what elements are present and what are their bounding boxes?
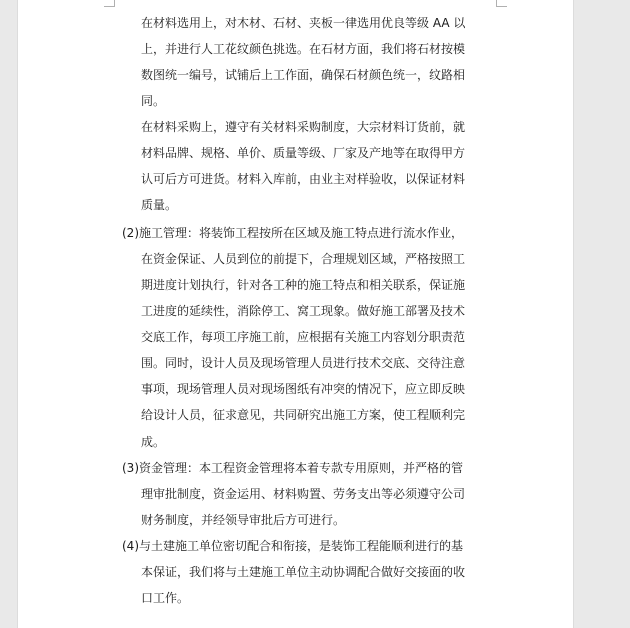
- text-line: 同。: [141, 94, 166, 108]
- list-item-heading: (4)与土建施工单位密切配合和衔接，是装饰工程能顺利进行的基: [122, 539, 464, 553]
- list-item-heading: (3)资金管理：本工程资金管理将本着专款专用原则，并严格的管: [122, 461, 464, 475]
- text-line: 理审批制度，资金运用、材料购置、劳务支出等必须遵守公司: [141, 487, 466, 501]
- text-line: 在材料选用上，对木材、石材、夹板一律选用优良等级 AA 以: [141, 16, 466, 30]
- text-line: 工进度的延续性，消除停工、窝工现象。做好施工部署及技术: [141, 304, 466, 318]
- text-line: 在资金保证、人员到位的前提下，合理规划区域，严格按照工: [141, 252, 466, 266]
- text-line: 数图统一编号，试铺后上工作面，确保石材颜色统一，纹路相: [141, 68, 466, 82]
- text-line: 质量。: [141, 198, 178, 212]
- text-line: 认可后方可进货。材料入库前，由业主对样验收，以保证材料: [141, 172, 466, 186]
- text-line: 口工作。: [141, 591, 190, 605]
- list-item-heading: (2)施工管理：将装饰工程按所在区域及施工特点进行流水作业，: [122, 226, 464, 240]
- text-line: 在材料采购上，遵守有关材料采购制度，大宗材料订货前，就: [141, 120, 466, 134]
- text-line: 期进度计划执行，针对各工种的施工特点和相关联系，保证施: [141, 278, 466, 292]
- text-line: 本保证，我们将与土建施工单位主动协调配合做好交接面的收: [141, 565, 466, 579]
- document-page[interactable]: [17, 0, 574, 628]
- text-line: 材料品牌、规格、单价、质量等级、厂家及产地等在取得甲方: [141, 146, 466, 160]
- text-line: 给设计人员，征求意见，共同研究出施工方案，使工程顺利完: [141, 408, 466, 422]
- text-line: 财务制度，并经领导审批后方可进行。: [141, 513, 346, 527]
- text-line: 事项，现场管理人员对现场图纸有冲突的情况下，应立即反映: [141, 382, 466, 396]
- text-line: 围。同时，设计人员及现场管理人员进行技术交底、交待注意: [141, 356, 466, 370]
- top-right-margin-mark: [496, 0, 507, 7]
- text-line: 交底工作，每项工序施工前，应根据有关施工内容划分职责范: [141, 330, 466, 344]
- text-line: 上，并进行人工花纹颜色挑选。在石材方面，我们将石材按模: [141, 42, 466, 56]
- text-line: 成。: [141, 435, 166, 449]
- top-left-margin-mark: [104, 0, 115, 7]
